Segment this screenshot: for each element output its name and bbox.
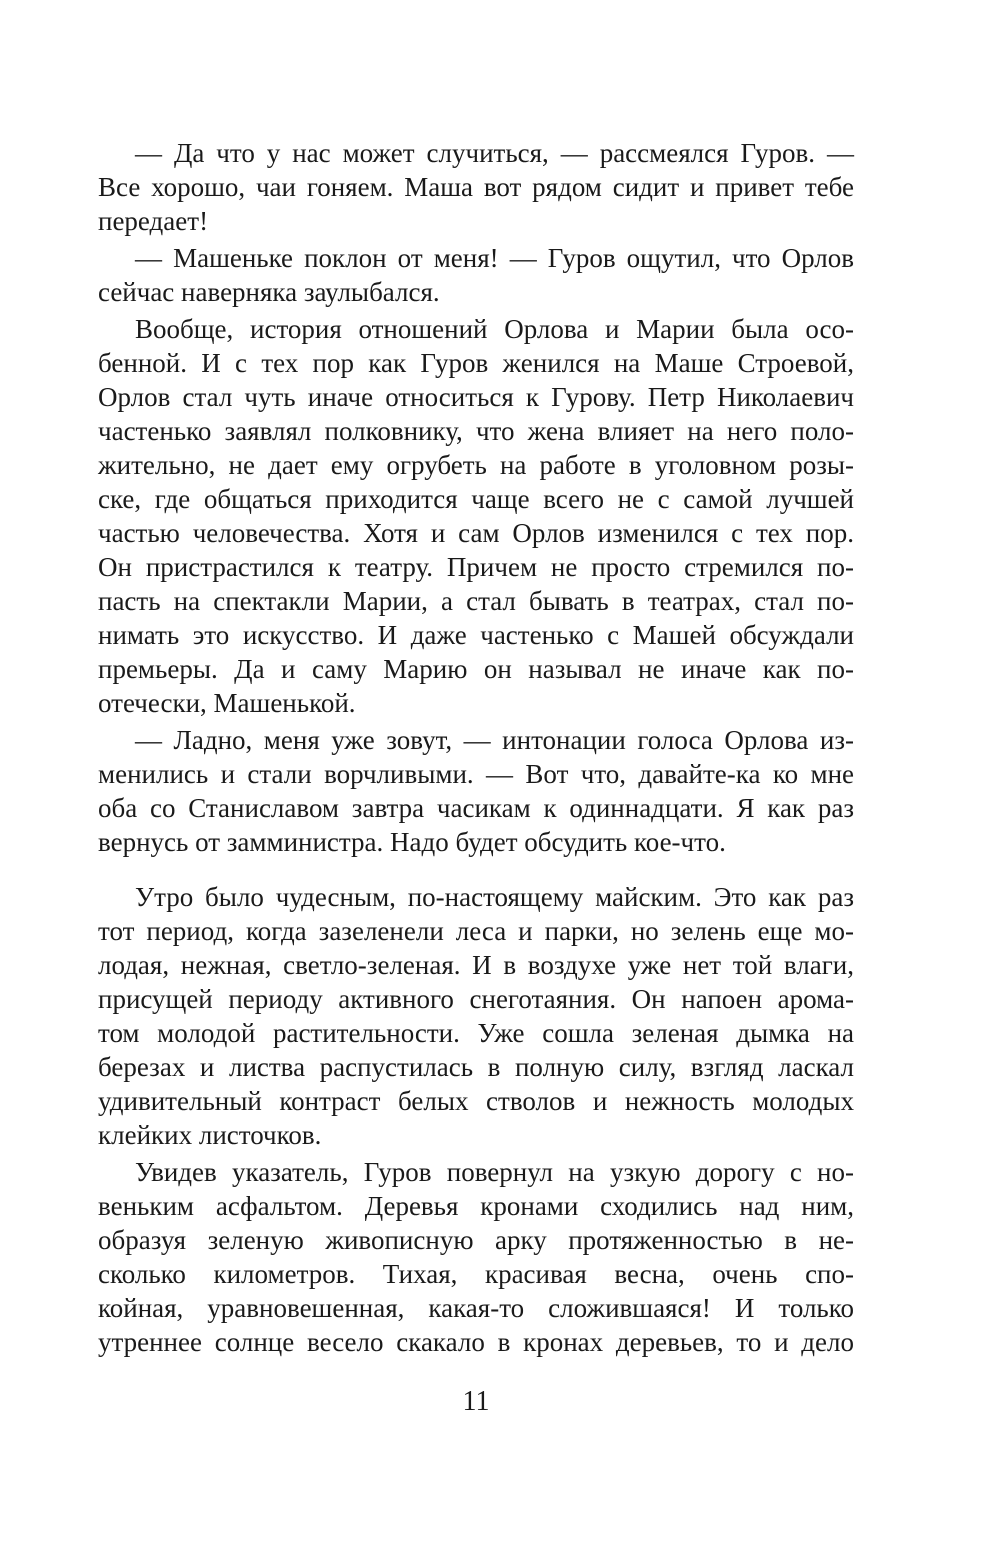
text-line: присущей периоду активного снеготаяния. Он напоен арома- [98,984,854,1014]
text-line: сейчас наверняка заулыбался. [98,277,440,307]
text-line: — Ладно, меня уже зовут, — интонации голоса Орлова из- [135,725,854,755]
text-line: Все хорошо, чаи гоняем. Маша вот рядом сидит и привет тебе [98,172,854,202]
text-line: частенько заявлял полковнику, что жена влияет на него поло- [98,416,854,446]
text-line: менились и стали ворчливыми. — Вот что, давайте-ка ко мне [98,759,854,789]
paragraph [98,136,854,238]
text-line: утреннее солнце весело скакало в кронах деревьев, то и дело [98,1327,854,1357]
text-line: клейких листочков. [98,1120,322,1150]
text-line: премьеры. Да и саму Марию он называл не иначе как по- [98,654,854,684]
text-line: веньким асфальтом. Деревья кронами сходились над ним, [98,1191,854,1221]
text-line: том молодой растительности. Уже сошла зеленая дымка на [98,1018,854,1048]
text-line: жительно, не дает ему огрубеть на работе в уголовном розы- [98,450,854,480]
text-line: — Машеньке поклон от меня! — Гуров ощутил, что Орлов [135,243,854,273]
text-line: лодая, нежная, светло-зеленая. И в воздухе уже нет той влаги, [98,950,854,980]
page-number: 11 [462,1386,490,1417]
paragraph [98,1155,854,1359]
text-line: Увидев указатель, Гуров повернул на узкую дорогу с но- [135,1157,854,1187]
text-line: оба со Станиславом завтра часикам к одиннадцати. Я как раз [98,793,854,823]
text-line: отечески, Машенькой. [98,688,356,718]
text-line: Он пристрастился к театру. Причем не просто стремился по- [98,552,854,582]
text-line: Вообще, история отношений Орлова и Марии была осо- [135,314,854,344]
text-line: березах и листва распустилась в полную силу, взгляд ласкал [98,1052,854,1082]
text-line: Орлов стал чуть иначе относиться к Гурову. Петр Николаевич [98,382,854,412]
text-line: удивительный контраст белых стволов и нежность молодых [98,1086,854,1116]
text-line: тот период, когда зазеленели леса и парки, но зелень еще мо- [98,916,854,946]
paragraph [98,880,854,1152]
text-line: бенной. И с тех пор как Гуров женился на Маше Строевой, [98,348,854,378]
text-line: нимать это искусство. И даже частенько с Машей обсуждали [98,620,854,650]
text-line: пасть на спектакли Марии, а стал бывать в театрах, стал по- [98,586,854,616]
text-line: сколько километров. Тихая, красивая весна, очень спо- [98,1259,854,1289]
text-line: — Да что у нас может случиться, — рассмеялся Гуров. — [135,138,854,168]
text-block-bottom [98,880,854,1359]
text-line: ске, где общаться приходится чаще всего не с самой лучшей [98,484,854,514]
paragraph [98,723,854,859]
paragraph [98,312,854,720]
text-line: койная, уравновешенная, какая-то сложившаяся! И только [98,1293,854,1323]
text-line: Утро было чудесным, по-настоящему майским. Это как раз [135,882,854,912]
paragraph [98,241,854,309]
text-line: частью человечества. Хотя и сам Орлов изменился с тех пор. [98,518,854,548]
text-line: образуя зеленую живописную арку протяженностью в не- [98,1225,854,1255]
text-line: передает! [98,206,209,236]
text-block-top [98,136,854,859]
text-line: вернусь от замминистра. Надо будет обсудить кое-что. [98,827,726,857]
